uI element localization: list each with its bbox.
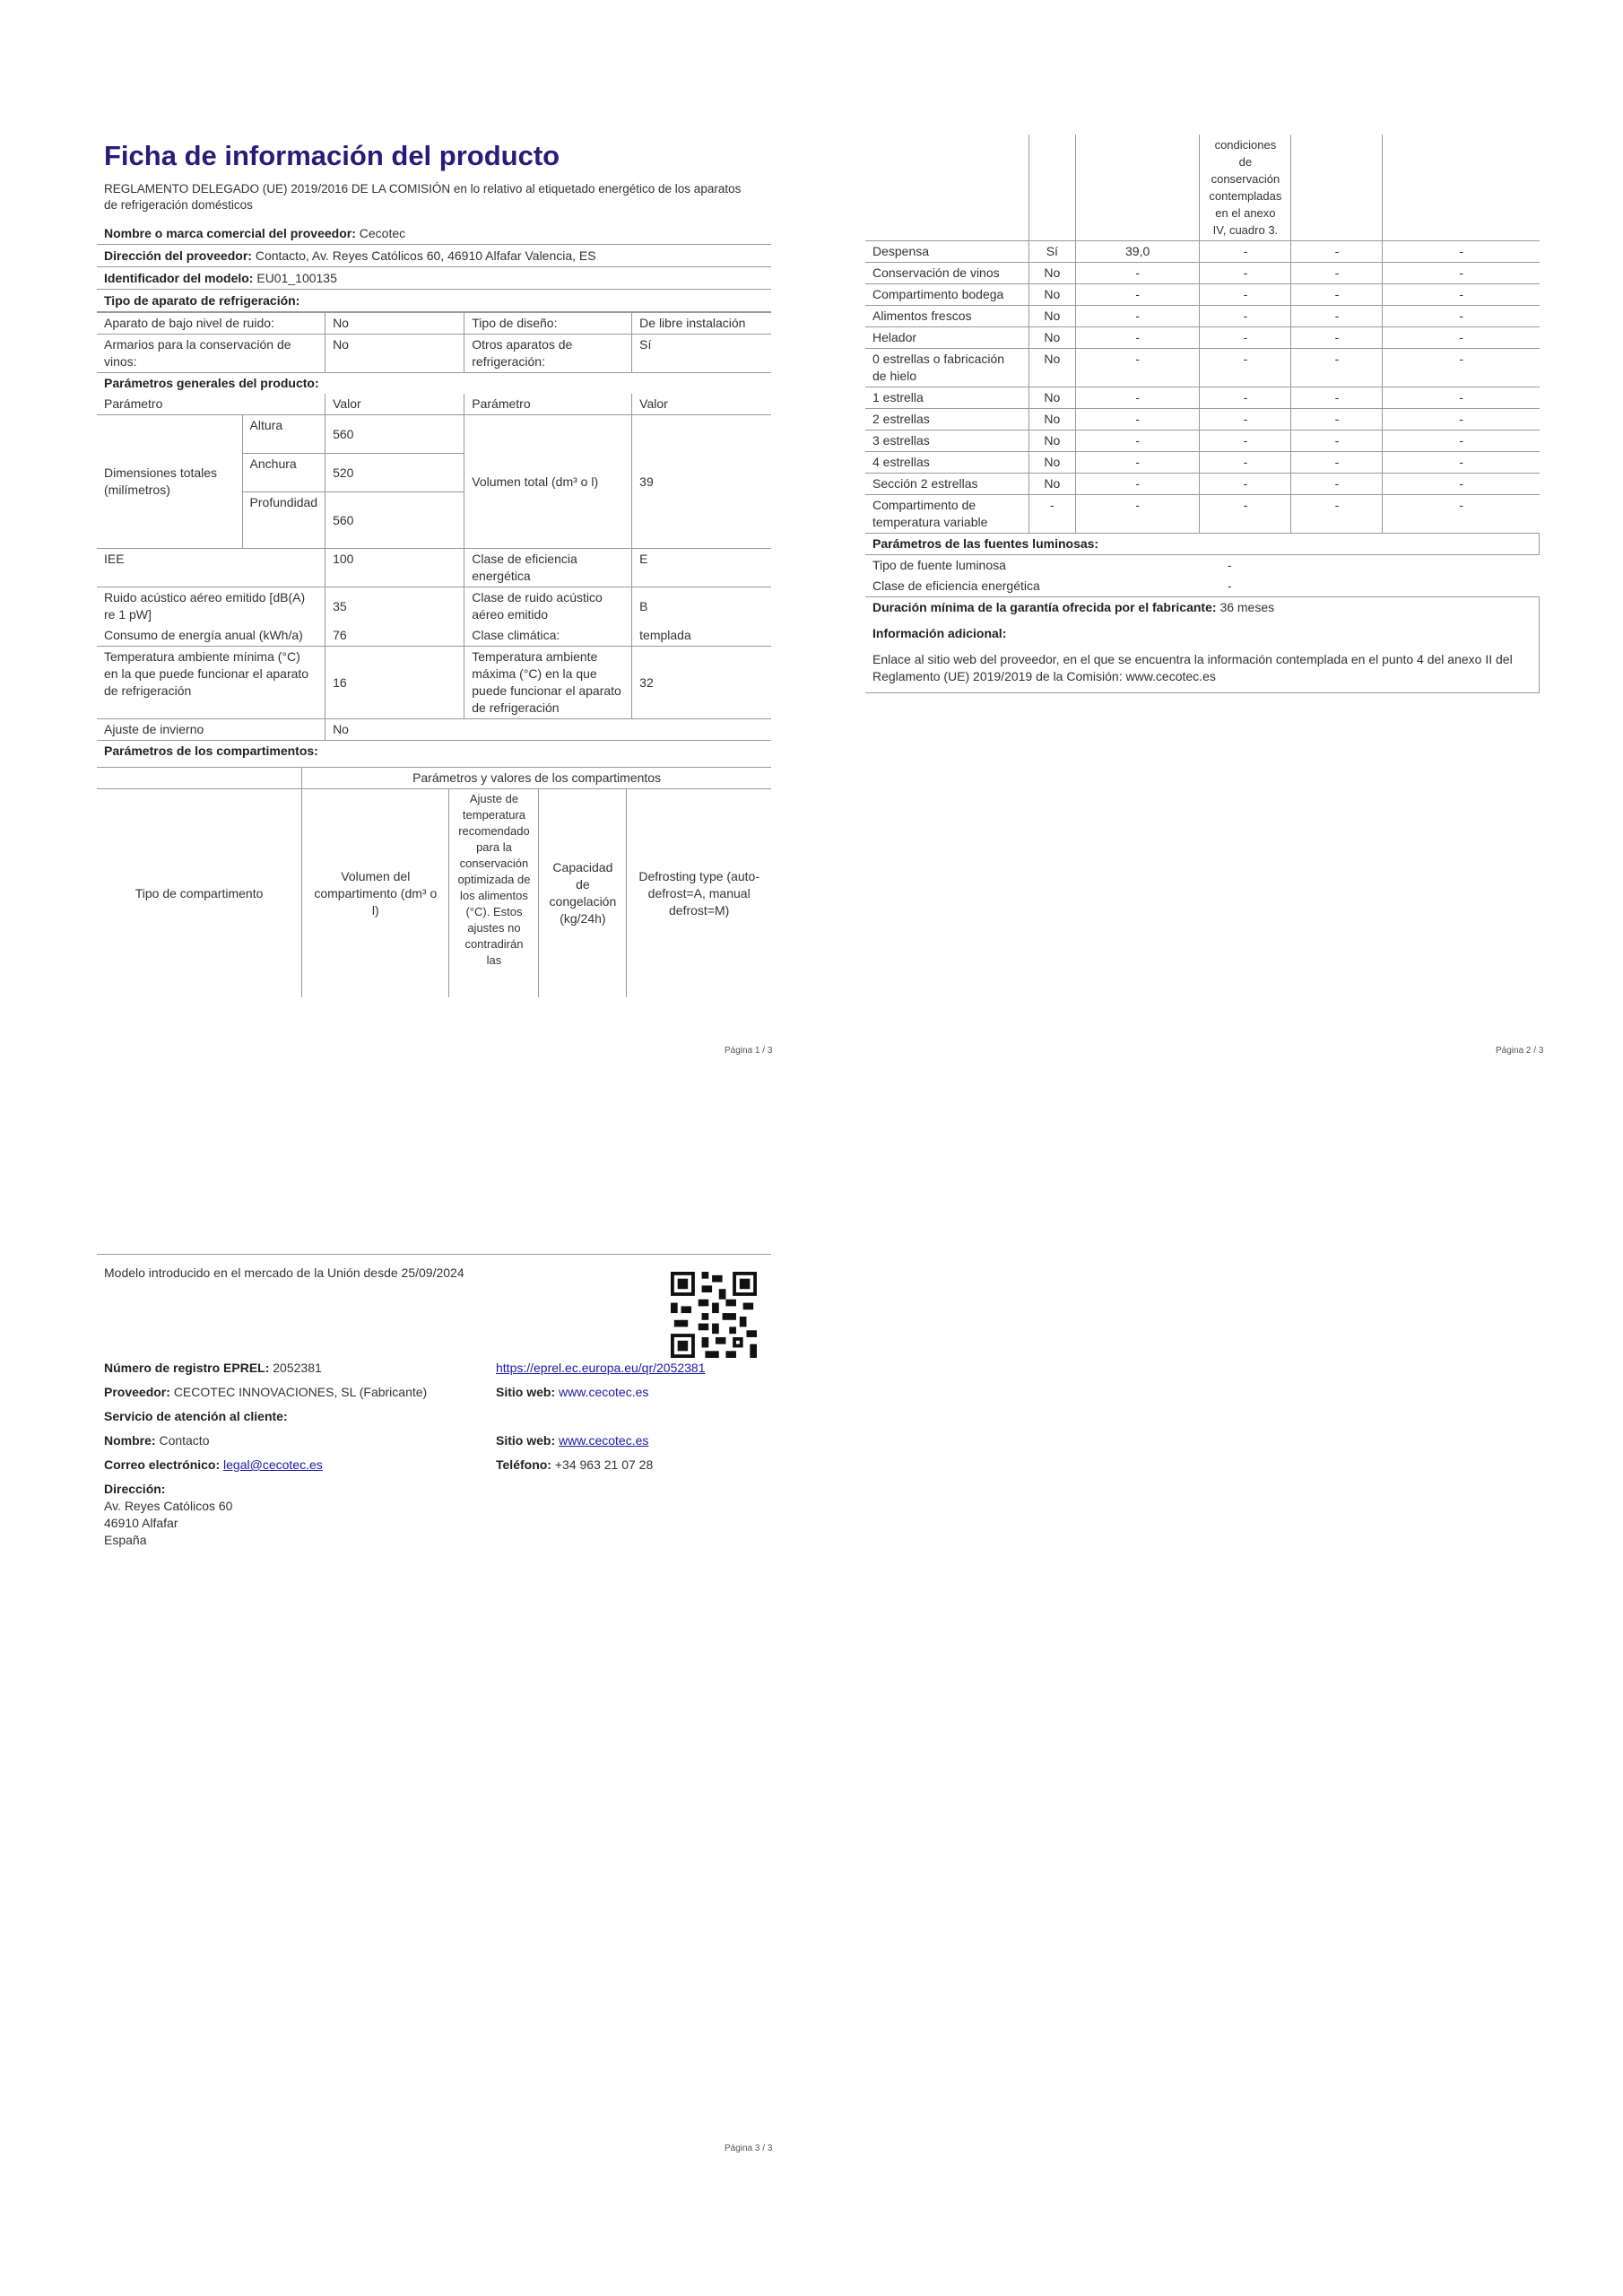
compartment-temp: - bbox=[1200, 241, 1291, 263]
tmax-label: Temperatura ambiente máxima (°C) en la que puede funcionar el aparato de refrigeración bbox=[464, 647, 632, 719]
page-number-3: Página 3 / 3 bbox=[725, 2144, 773, 2153]
width-label: Anchura bbox=[242, 454, 325, 492]
compartment-temp: - bbox=[1200, 327, 1291, 349]
page-title: Ficha de información del producto bbox=[104, 140, 560, 171]
web-link[interactable]: www.cecotec.es bbox=[559, 1385, 649, 1399]
compartment-volume: - bbox=[1075, 284, 1200, 306]
design-value: De libre instalación bbox=[632, 313, 771, 335]
supplier-label: Nombre o marca comercial del proveedor: bbox=[104, 226, 356, 240]
iee-label: IEE bbox=[97, 549, 325, 587]
compartment-row bbox=[865, 349, 1540, 387]
compartment-cap: - bbox=[1291, 430, 1383, 452]
compartment-defrost: - bbox=[1383, 409, 1540, 430]
compartment-name: Despensa bbox=[865, 241, 1028, 263]
compartment-present: Sí bbox=[1028, 241, 1075, 263]
compartment-row bbox=[865, 409, 1540, 430]
dir-label: Dirección: bbox=[104, 1482, 166, 1496]
depth-value: 560 bbox=[325, 492, 464, 549]
winter-value: No bbox=[325, 719, 771, 741]
value-header-2: Valor bbox=[632, 394, 771, 415]
light-class-value: - bbox=[1228, 578, 1232, 593]
compartment-cap: - bbox=[1291, 452, 1383, 474]
compartment-present: No bbox=[1028, 409, 1075, 430]
compartment-present: No bbox=[1028, 327, 1075, 349]
dir-line2: 46910 Alfafar bbox=[104, 1516, 178, 1530]
value-header: Valor bbox=[325, 394, 464, 415]
compartment-name: Conservación de vinos bbox=[865, 263, 1028, 284]
page-number-1: Página 1 / 3 bbox=[725, 1046, 773, 1056]
type-row bbox=[97, 290, 771, 312]
model-row bbox=[97, 267, 771, 290]
compartment-present: No bbox=[1028, 349, 1075, 387]
address-row bbox=[97, 245, 771, 267]
climate-value: templada bbox=[632, 625, 771, 647]
compartment-present: - bbox=[1028, 495, 1075, 534]
energy-label: Consumo de energía anual (kWh/a) bbox=[104, 628, 303, 642]
compartment-defrost: - bbox=[1383, 327, 1540, 349]
compartment-name: Compartimento de temperatura variable bbox=[865, 495, 1028, 534]
compartment-present: No bbox=[1028, 284, 1075, 306]
compartment-volume: 39,0 bbox=[1075, 241, 1200, 263]
model-label: Identificador del modelo: bbox=[104, 271, 254, 285]
address-label: Dirección del proveedor: bbox=[104, 248, 252, 263]
compartment-defrost: - bbox=[1383, 263, 1540, 284]
web2-label: Sitio web: bbox=[496, 1433, 556, 1448]
volume-label: Volumen total (dm³ o l) bbox=[464, 415, 632, 549]
compartment-name: 0 estrellas o fabricación de hielo bbox=[865, 349, 1028, 387]
low-noise-value: No bbox=[325, 313, 464, 335]
compartment-defrost: - bbox=[1383, 349, 1540, 387]
compartment-temp: - bbox=[1200, 387, 1291, 409]
light-table bbox=[865, 533, 1540, 693]
compartment-temp: - bbox=[1200, 430, 1291, 452]
dir-line3: España bbox=[104, 1533, 147, 1547]
provider-value: CECOTEC INNOVACIONES, SL (Fabricante) bbox=[173, 1385, 428, 1399]
dir-line1: Av. Reyes Católicos 60 bbox=[104, 1499, 233, 1513]
phone-label: Teléfono: bbox=[496, 1457, 551, 1472]
compartment-row bbox=[865, 430, 1540, 452]
wine-value: No bbox=[325, 335, 464, 373]
compartment-present: No bbox=[1028, 306, 1075, 327]
compartment-cap: - bbox=[1291, 241, 1383, 263]
compartment-volume: - bbox=[1075, 263, 1200, 284]
volume-value: 39 bbox=[632, 415, 771, 549]
compartment-volume: - bbox=[1075, 452, 1200, 474]
compartment-name: 2 estrellas bbox=[865, 409, 1028, 430]
compartment-row bbox=[865, 327, 1540, 349]
noise-label: Ruido acústico aéreo emitido [dB(A) re 1 pW] bbox=[97, 587, 325, 626]
compartment-present: No bbox=[1028, 263, 1075, 284]
eff-value: E bbox=[632, 549, 771, 587]
compartment-table bbox=[865, 135, 1540, 533]
web2-link[interactable]: www.cecotec.es bbox=[559, 1433, 649, 1448]
compartment-cap: - bbox=[1291, 349, 1383, 387]
compartment-volume: - bbox=[1075, 327, 1200, 349]
compartment-temp: - bbox=[1200, 409, 1291, 430]
page-1 bbox=[97, 126, 771, 997]
warranty-value: 36 meses bbox=[1219, 600, 1275, 614]
compartment-present: No bbox=[1028, 387, 1075, 409]
compartment-defrost: - bbox=[1383, 452, 1540, 474]
compartment-volume: - bbox=[1075, 474, 1200, 495]
web-label: Sitio web: bbox=[496, 1385, 556, 1399]
compartment-cap: - bbox=[1291, 263, 1383, 284]
light-class-label: Clase de eficiencia energética bbox=[872, 578, 1040, 593]
compartment-cap: - bbox=[1291, 306, 1383, 327]
compartment-name: 3 estrellas bbox=[865, 430, 1028, 452]
comp-temp-cont: condiciones de conservación contempladas en el anexo IV, cuadro 3. bbox=[1200, 135, 1291, 241]
compartment-cap: - bbox=[1291, 327, 1383, 349]
compartment-name: Helador bbox=[865, 327, 1028, 349]
iee-value: 100 bbox=[325, 549, 464, 587]
dims-label: Dimensiones totales (milímetros) bbox=[97, 415, 242, 549]
compartment-defrost: - bbox=[1383, 241, 1540, 263]
name-value: Contacto bbox=[159, 1433, 210, 1448]
compartment-row bbox=[865, 495, 1540, 534]
compartment-present: No bbox=[1028, 474, 1075, 495]
general-label: Parámetros generales del producto: bbox=[97, 373, 771, 395]
comp-temp: Ajuste de temperatura recomendado para la conservación optimizada de los alimentos (°C). Estos ajustes no contradirán las bbox=[449, 789, 539, 998]
eprel-label: Número de registro EPREL: bbox=[104, 1361, 270, 1375]
noise-value: 35 bbox=[325, 587, 464, 626]
compartment-cap: - bbox=[1291, 474, 1383, 495]
design-label: Tipo de diseño: bbox=[464, 313, 632, 335]
compartment-row bbox=[865, 241, 1540, 263]
compartment-temp: - bbox=[1200, 349, 1291, 387]
compartment-defrost: - bbox=[1383, 387, 1540, 409]
page-2 bbox=[865, 135, 1540, 693]
page-number-2: Página 2 / 3 bbox=[1496, 1046, 1544, 1056]
compartment-present: No bbox=[1028, 452, 1075, 474]
provider-label: Proveedor: bbox=[104, 1385, 170, 1399]
eprel-link[interactable]: https://eprel.ec.europa.eu/qr/2052381 bbox=[496, 1361, 706, 1375]
compartment-defrost: - bbox=[1383, 284, 1540, 306]
compartment-row bbox=[865, 387, 1540, 409]
compartment-cap: - bbox=[1291, 409, 1383, 430]
compartment-temp: - bbox=[1200, 284, 1291, 306]
tmax-value: 32 bbox=[632, 647, 771, 719]
model-value: EU01_100135 bbox=[256, 271, 337, 285]
compartment-defrost: - bbox=[1383, 474, 1540, 495]
compartment-temp: - bbox=[1200, 474, 1291, 495]
compartment-cap: - bbox=[1291, 495, 1383, 534]
email-label: Correo electrónico: bbox=[104, 1457, 221, 1472]
compartment-volume: - bbox=[1075, 430, 1200, 452]
type-label: Tipo de aparato de refrigeración: bbox=[104, 293, 300, 308]
depth-label: Profundidad bbox=[242, 492, 325, 549]
tmin-label: Temperatura ambiente mínima (°C) en la que puede funcionar el aparato de refrigeración bbox=[97, 647, 325, 719]
compartment-name: 4 estrellas bbox=[865, 452, 1028, 474]
supplier-value: Cecotec bbox=[359, 226, 406, 240]
param-header: Parámetro bbox=[104, 396, 163, 411]
light-label: Parámetros de las fuentes luminosas: bbox=[865, 534, 1540, 555]
noise-class-label: Clase de ruido acústico aéreo emitido bbox=[464, 587, 632, 626]
noise-class-value: B bbox=[632, 587, 771, 626]
email-link[interactable]: legal@cecotec.es bbox=[223, 1457, 323, 1472]
comp-label: Parámetros de los compartimentos: bbox=[97, 741, 771, 762]
wine-label: Armarios para la conservación de vinos: bbox=[97, 335, 325, 373]
height-value: 560 bbox=[325, 415, 464, 454]
service-label: Servicio de atención al cliente: bbox=[104, 1409, 288, 1423]
height-label: Altura bbox=[242, 415, 325, 454]
info-text: Enlace al sitio web del proveedor, en el que se encuentra la información contemplada en el punto 4 del anexo II del Reglamento (UE) 2019/2019 de la Comisión: www.cecotec.es bbox=[865, 644, 1540, 693]
eprel-value: 2052381 bbox=[273, 1361, 322, 1375]
low-noise-label: Aparato de bajo nivel de ruido: bbox=[97, 313, 325, 335]
climate-label: Clase climática: bbox=[464, 625, 632, 647]
compartment-defrost: - bbox=[1383, 306, 1540, 327]
compartment-row bbox=[865, 452, 1540, 474]
compartment-volume: - bbox=[1075, 349, 1200, 387]
compartment-name: Alimentos frescos bbox=[865, 306, 1028, 327]
compartment-volume: - bbox=[1075, 306, 1200, 327]
compartment-temp: - bbox=[1200, 306, 1291, 327]
comp-capacity: Capacidad de congelación (kg/24h) bbox=[539, 789, 627, 998]
other-value: Sí bbox=[632, 335, 771, 373]
compartment-cap: - bbox=[1291, 387, 1383, 409]
compartment-name: Compartimento bodega bbox=[865, 284, 1028, 306]
regulation-text: REGLAMENTO DELEGADO (UE) 2019/2016 DE LA COMISIÓN en lo relativo al etiquetado energético de los aparatos de refrigeración domésticos bbox=[104, 182, 742, 212]
winter-label: Ajuste de invierno bbox=[97, 719, 325, 741]
address-value: Contacto, Av. Reyes Católicos 60, 46910 Alfafar Valencia, ES bbox=[255, 248, 596, 263]
comp-group: Parámetros y valores de los compartimentos bbox=[302, 768, 771, 789]
compartment-row bbox=[865, 263, 1540, 284]
compartment-name: Sección 2 estrellas bbox=[865, 474, 1028, 495]
general-table bbox=[97, 312, 771, 761]
compartment-volume: - bbox=[1075, 495, 1200, 534]
eff-label: Clase de eficiencia energética bbox=[464, 549, 632, 587]
compartment-volume: - bbox=[1075, 387, 1200, 409]
tmin-value: 16 bbox=[325, 647, 464, 719]
compartment-temp: - bbox=[1200, 263, 1291, 284]
info-label: Información adicional: bbox=[865, 618, 1540, 644]
other-label: Otros aparatos de refrigeración: bbox=[464, 335, 632, 373]
param-header-2: Parámetro bbox=[464, 394, 632, 415]
phone-value: +34 963 21 07 28 bbox=[554, 1457, 654, 1472]
comp-type: Tipo de compartimento bbox=[97, 789, 302, 998]
name-label: Nombre: bbox=[104, 1433, 156, 1448]
compartment-temp: - bbox=[1200, 452, 1291, 474]
energy-value: 76 bbox=[325, 625, 464, 647]
compartment-header-table bbox=[97, 767, 771, 997]
qr-code-icon bbox=[671, 1272, 757, 1358]
compartment-row bbox=[865, 306, 1540, 327]
width-value: 520 bbox=[325, 454, 464, 492]
contact-table bbox=[97, 1356, 771, 1552]
comp-volume: Volumen del compartimento (dm³ o l) bbox=[302, 789, 449, 998]
compartment-defrost: - bbox=[1383, 430, 1540, 452]
compartment-defrost: - bbox=[1383, 495, 1540, 534]
market-text: Modelo introducido en el mercado de la Unión desde 25/09/2024 bbox=[97, 1254, 771, 1291]
compartment-name: 1 estrella bbox=[865, 387, 1028, 409]
compartment-row bbox=[865, 474, 1540, 495]
compartment-row bbox=[865, 284, 1540, 306]
compartment-cap: - bbox=[1291, 284, 1383, 306]
comp-defrost: Defrosting type (auto-defrost=A, manual defrost=M) bbox=[627, 789, 771, 998]
compartment-temp: - bbox=[1200, 495, 1291, 534]
compartment-present: No bbox=[1028, 430, 1075, 452]
compartment-volume: - bbox=[1075, 409, 1200, 430]
light-type-value: - bbox=[1220, 555, 1540, 577]
light-type-label: Tipo de fuente luminosa bbox=[865, 555, 1220, 577]
warranty-label: Duración mínima de la garantía ofrecida por el fabricante: bbox=[872, 600, 1217, 614]
supplier-row bbox=[97, 222, 771, 245]
